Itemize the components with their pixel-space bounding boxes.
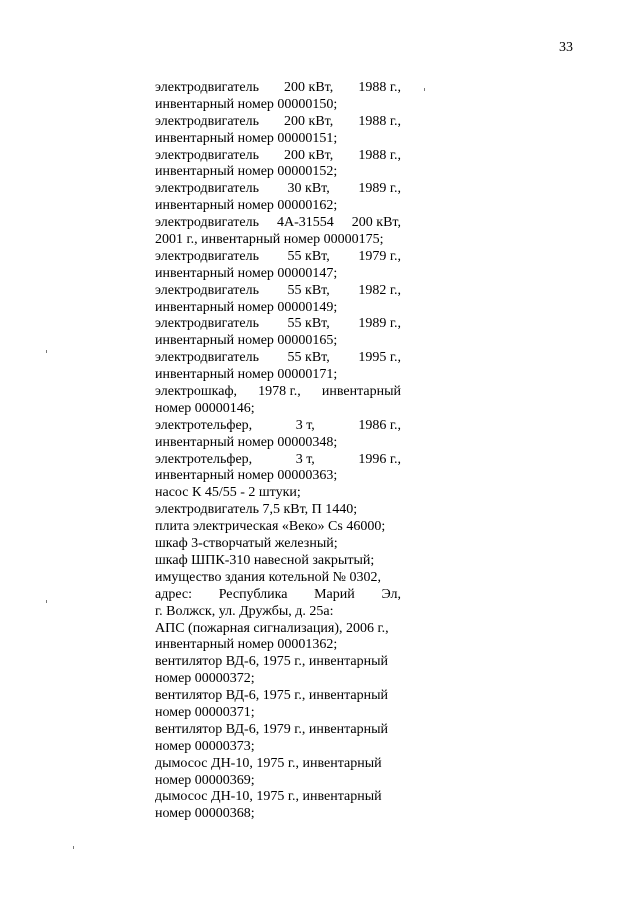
- text-line: [155, 435, 401, 452]
- text-segment: инвентарный номер 00000171;: [155, 367, 338, 383]
- text-segment: электродвигатель: [155, 316, 259, 332]
- text-line: [155, 621, 401, 638]
- text-segment: 1988 г.,: [358, 113, 401, 129]
- text-line: [155, 789, 401, 806]
- text-segment: 1986 г.,: [358, 417, 401, 433]
- text-segment: 4А-31554: [276, 215, 334, 231]
- text-segment: инвентарный номер 00000152;: [155, 164, 338, 180]
- text-segment: 55 кВт,: [287, 316, 330, 332]
- text-line: [155, 722, 401, 739]
- text-segment: 1978 г.,: [258, 384, 301, 400]
- text-line: [155, 80, 401, 97]
- text-segment: г. Волжск, ул. Дружбы, д. 25а:: [155, 603, 334, 619]
- text-line: [155, 148, 401, 165]
- text-segment: инвентарный: [321, 384, 401, 400]
- text-segment: 1989 г.,: [358, 181, 401, 197]
- text-line: [155, 553, 401, 570]
- text-line: [155, 333, 401, 350]
- text-segment: инвентарный номер 00000149;: [155, 299, 338, 315]
- text-segment: дымосос ДН-10, 1975 г., инвентарный: [155, 755, 382, 771]
- text-line: [155, 198, 401, 215]
- text-segment: электродвигатель: [155, 350, 259, 366]
- text-segment: 200 кВт,: [284, 80, 334, 95]
- text-segment: электродвигатель: [155, 248, 259, 264]
- text-segment: электродвигатель: [155, 282, 259, 298]
- text-line: [155, 485, 401, 502]
- text-segment: 2001 г., инвентарный номер 00000175;: [155, 232, 384, 248]
- text-segment: электродвигатель: [155, 215, 259, 231]
- text-line: [155, 502, 401, 519]
- text-line: [155, 300, 401, 317]
- text-line: [155, 97, 401, 114]
- text-line: [155, 570, 401, 587]
- text-line: [155, 350, 401, 367]
- scan-speck: [46, 600, 47, 603]
- text-line: [155, 705, 401, 722]
- text-segment: 3 т,: [295, 417, 315, 433]
- text-segment: Эл,: [381, 586, 401, 602]
- text-segment: Республика: [218, 586, 288, 602]
- text-line: [155, 519, 401, 536]
- text-segment: адрес:: [155, 586, 193, 602]
- text-segment: электродвигатель: [155, 147, 259, 163]
- text-line: [155, 773, 401, 790]
- text-segment: инвентарный номер 00000151;: [155, 130, 338, 146]
- text-segment: инвентарный номер 00000363;: [155, 468, 338, 484]
- text-line: [155, 249, 401, 266]
- text-segment: насос К 45/55 - 2 штуки;: [155, 485, 301, 501]
- text-line: [155, 215, 401, 232]
- text-segment: дымосос ДН-10, 1975 г., инвентарный: [155, 789, 382, 805]
- text-line: [155, 181, 401, 198]
- text-line: [155, 468, 401, 485]
- page-number: 33: [559, 40, 573, 55]
- text-line: [155, 232, 401, 249]
- text-line: [155, 266, 401, 283]
- text-line: [155, 604, 401, 621]
- text-segment: 55 кВт,: [287, 350, 330, 366]
- text-segment: 1996 г.,: [358, 451, 401, 467]
- text-line: [155, 671, 401, 688]
- text-segment: номер 00000373;: [155, 738, 255, 754]
- scan-speck: [73, 846, 74, 849]
- text-segment: шкаф 3-створчатый железный;: [155, 536, 338, 552]
- text-segment: 1988 г.,: [358, 147, 401, 163]
- text-segment: номер 00000369;: [155, 772, 255, 788]
- text-line: [155, 131, 401, 148]
- text-segment: 30 кВт,: [287, 181, 330, 197]
- text-segment: 55 кВт,: [287, 248, 330, 264]
- text-segment: 55 кВт,: [287, 282, 330, 298]
- text-segment: инвентарный номер 00000348;: [155, 434, 338, 450]
- text-segment: вентилятор ВД-6, 1975 г., инвентарный: [155, 688, 388, 704]
- text-line: [155, 536, 401, 553]
- text-line: [155, 654, 401, 671]
- text-segment: электрошкаф,: [155, 384, 238, 400]
- text-segment: инвентарный номер 00000162;: [155, 198, 338, 214]
- text-line: [155, 452, 401, 469]
- text-segment: номер 00000371;: [155, 704, 255, 720]
- text-line: [155, 739, 401, 756]
- text-line: [155, 283, 401, 300]
- document-body: [155, 80, 401, 823]
- text-segment: имущество здания котельной № 0302,: [155, 569, 382, 585]
- text-segment: 3 т,: [295, 451, 315, 467]
- scan-speck: [46, 350, 47, 353]
- text-segment: электротельфер,: [155, 451, 253, 467]
- text-segment: 200 кВт,: [284, 147, 334, 163]
- text-segment: электродвигатель: [155, 181, 259, 197]
- text-line: [155, 637, 401, 654]
- text-segment: электродвигатель 7,5 кВт, П 1440;: [155, 502, 358, 518]
- text-line: [155, 418, 401, 435]
- text-line: [155, 401, 401, 418]
- text-segment: номер 00000372;: [155, 671, 255, 687]
- text-segment: инвентарный номер 00000147;: [155, 265, 338, 281]
- scan-speck: [424, 88, 425, 91]
- text-segment: 200 кВт,: [284, 113, 334, 129]
- text-line: [155, 164, 401, 181]
- text-line: [155, 114, 401, 131]
- text-line: [155, 688, 401, 705]
- text-line: [155, 316, 401, 333]
- text-line: [155, 806, 401, 823]
- text-segment: электродвигатель: [155, 113, 259, 129]
- text-segment: вентилятор ВД-6, 1979 г., инвентарный: [155, 721, 388, 737]
- text-line: [155, 384, 401, 401]
- text-segment: инвентарный номер 00000165;: [155, 333, 338, 349]
- text-line: [155, 587, 401, 604]
- text-segment: электротельфер,: [155, 417, 253, 433]
- text-segment: электродвигатель: [155, 80, 259, 95]
- text-segment: Марий: [314, 586, 355, 602]
- text-segment: вентилятор ВД-6, 1975 г., инвентарный: [155, 654, 388, 670]
- text-line: [155, 367, 401, 384]
- text-segment: шкаф ШПК-310 навесной закрытый;: [155, 552, 375, 568]
- text-segment: 1982 г.,: [358, 282, 401, 298]
- text-segment: плита электрическая «Веко» Cs 46000;: [155, 519, 386, 535]
- text-segment: номер 00000146;: [155, 400, 255, 416]
- text-segment: 1988 г.,: [358, 80, 401, 95]
- text-segment: инвентарный номер 00001362;: [155, 637, 338, 653]
- text-line: [155, 756, 401, 773]
- text-segment: инвентарный номер 00000150;: [155, 96, 338, 112]
- text-segment: 1989 г.,: [358, 316, 401, 332]
- text-segment: АПС (пожарная сигнализация), 2006 г.,: [155, 620, 389, 636]
- text-segment: 200 кВт,: [351, 215, 401, 231]
- text-segment: 1979 г.,: [358, 248, 401, 264]
- text-segment: 1995 г.,: [358, 350, 401, 366]
- text-segment: номер 00000368;: [155, 806, 255, 822]
